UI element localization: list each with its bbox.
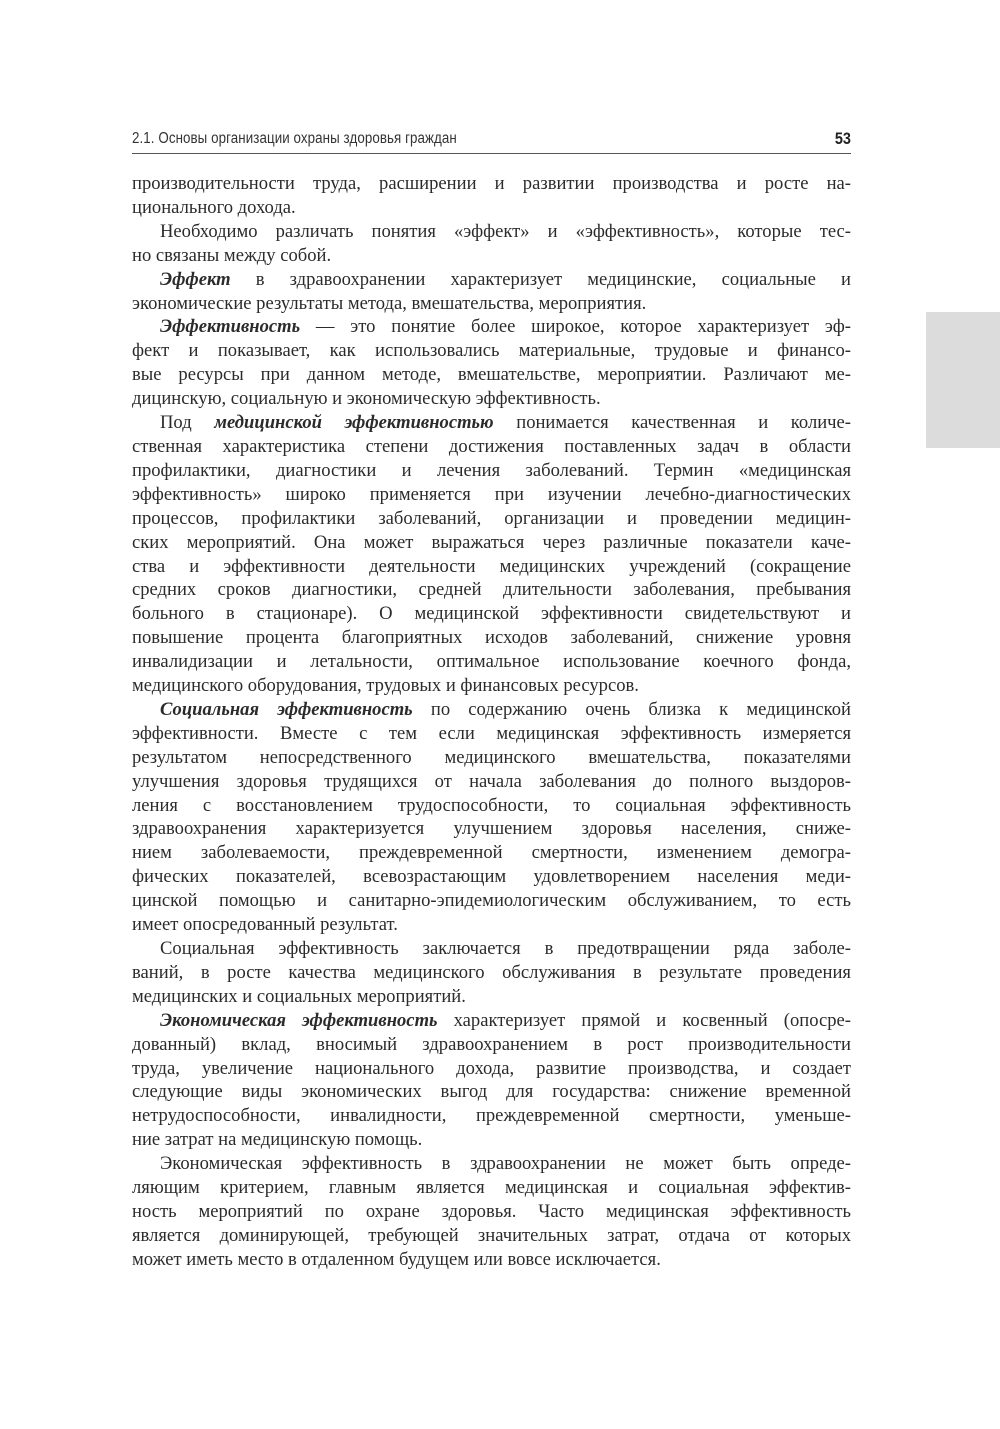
line-text: по содержанию очень близка к медицинской [412, 698, 851, 720]
line-text: ционального дохода. [132, 196, 296, 218]
line-text: является доминирующей, требующей значительных затрат, отдача от которых [132, 1224, 851, 1246]
line-text: профилактики, диагностики и лечения заболеваний. Термин «медицинская [132, 459, 851, 481]
line-text: результатом непосредственного медицинского вмешательства, показателями [132, 746, 851, 768]
line-text: ства и эффективности деятельности медицинских учреждений (сокращение [132, 555, 851, 577]
line-text: фект и показывает, как использовались материальные, трудовые и финансо- [132, 340, 851, 362]
line-text: больного в стационаре). О медицинской эффективности свидетельствуют и [132, 603, 851, 625]
line-text: медицинского оборудования, трудовых и финансовых ресурсов. [132, 675, 639, 697]
line-text: дованный) вклад, вносимый здравоохранением в рост производительности [132, 1033, 851, 1055]
paragraph [132, 1009, 851, 1152]
paragraph [132, 172, 851, 220]
text-line [132, 722, 851, 746]
text-line [132, 555, 851, 579]
line-text: нетрудоспособности, инвалидности, преждевременной смертности, уменьше- [132, 1105, 851, 1127]
line-text: производительности труда, расширении и развитии производства и росте на- [132, 173, 851, 194]
text-line [132, 1224, 851, 1248]
line-text: цинской помощью и санитарно-эпидемиологическим обслуживанием, то есть [132, 890, 851, 912]
line-text: процессов, профилактики заболеваний, организации и проведении медицин- [132, 507, 851, 529]
line-text: ственная характеристика степени достижения поставленных задач в области [132, 435, 851, 457]
text-line [132, 1176, 851, 1200]
line-text: ских мероприятий. Она может выражаться через различные показатели каче- [132, 531, 851, 553]
text-line [132, 674, 851, 698]
defined-term: Экономическая эффективность [160, 1009, 438, 1031]
section-title: 2.1. Основы организации охраны здоровья граждан [132, 130, 457, 147]
body-text [132, 172, 851, 1272]
text-line [132, 1080, 851, 1104]
text-line [132, 698, 851, 722]
text-line [132, 817, 851, 841]
line-text: нием заболеваемости, преждевременной смертности, изменением демогра- [132, 842, 851, 864]
line-text: характеризует прямой и косвенный (опосре- [437, 1009, 851, 1031]
line-text: вые ресурсы при данном методе, вмешательстве, мероприятии. Различают ме- [132, 364, 851, 386]
line-text: Социальная эффективность заключается в предотвращении ряда заболе- [160, 938, 851, 959]
defined-term: медицинской эффективностью [214, 412, 494, 434]
line-text: понимается качественная и количе- [493, 412, 851, 434]
defined-term: Эффективность [160, 316, 301, 338]
line-prefix: Под [160, 412, 215, 434]
line-text: в здравоохранении характеризует медицинские, социальные и [230, 268, 851, 290]
text-line [132, 1248, 851, 1272]
text-line [132, 483, 851, 507]
text-line [132, 459, 851, 483]
line-text: но связаны между собой. [132, 244, 332, 266]
paragraph [132, 937, 851, 1009]
line-text: здравоохранения характеризуется улучшением здоровья населения, сниже- [132, 818, 851, 840]
text-line [132, 937, 851, 961]
line-text: улучшения здоровья трудящихся от начала заболевания до полного выздоров- [132, 770, 851, 792]
text-line [132, 746, 851, 770]
text-line [132, 650, 851, 674]
text-line [132, 865, 851, 889]
text-line [132, 387, 851, 411]
line-text: Необходимо различать понятия «эффект» и «эффективность», которые тес- [160, 220, 851, 242]
text-line [132, 1009, 851, 1033]
line-text: фических показателей, всевозрастающим удовлетворением населения меди- [132, 866, 851, 888]
text-line [132, 196, 851, 220]
line-text: средних сроков диагностики, средней длительности заболевания, пребывания [132, 579, 851, 601]
running-header [132, 129, 851, 154]
line-text: ность мероприятий по охране здоровья. Часто медицинская эффективность [132, 1200, 851, 1222]
text-line [132, 268, 851, 292]
text-line [132, 292, 851, 316]
line-text: ние затрат на медицинскую помощь. [132, 1129, 423, 1151]
line-text: следующие виды экономических выгод для государства: снижение временной [132, 1081, 851, 1103]
text-line [132, 531, 851, 555]
text-line [132, 1104, 851, 1128]
chapter-thumb-tab [926, 312, 1000, 448]
text-line [132, 961, 851, 985]
line-text: труда, увеличение национального дохода, развитие производства, и создает [132, 1057, 851, 1079]
text-line [132, 1128, 851, 1152]
text-line [132, 363, 851, 387]
text-line [132, 507, 851, 531]
text-line [132, 220, 851, 244]
line-text: Экономическая эффективность в здравоохранении не может быть опреде- [160, 1153, 851, 1175]
text-line [132, 770, 851, 794]
text-line [132, 841, 851, 865]
line-text: эффективности. Вместе с тем если медицинская эффективность измеряется [132, 722, 851, 744]
line-text: эффективность» широко применяется при изучении лечебно-диагностических [132, 483, 851, 505]
defined-term: Эффект [160, 268, 231, 290]
text-line [132, 1033, 851, 1057]
paragraph [132, 411, 851, 698]
text-line [132, 889, 851, 913]
text-line [132, 435, 851, 459]
text-line [132, 339, 851, 363]
line-text: медицинских и социальных мероприятий. [132, 985, 466, 1007]
line-text: — это понятие более широкое, которое характеризует эф- [300, 316, 851, 338]
text-line [132, 794, 851, 818]
text-line [132, 985, 851, 1009]
text-line [132, 626, 851, 650]
text-line [132, 1057, 851, 1081]
paragraph [132, 698, 851, 937]
text-line [132, 244, 851, 268]
text-line [132, 1152, 851, 1176]
line-text: ваний, в росте качества медицинского обслуживания в результате проведения [132, 961, 851, 983]
text-line [132, 1200, 851, 1224]
defined-term: Социальная эффективность [160, 698, 413, 720]
text-line [132, 172, 851, 196]
text-line [132, 913, 851, 937]
text-line [132, 602, 851, 626]
line-text: может иметь место в отдаленном будущем или вовсе исключается. [132, 1248, 661, 1270]
line-text: инвалидизации и летальности, оптимальное использование коечного фонда, [132, 651, 851, 673]
text-line [132, 578, 851, 602]
paragraph [132, 220, 851, 268]
line-text: ляющим критерием, главным является медицинская и социальная эффектив- [132, 1177, 851, 1199]
text-line [132, 315, 851, 339]
paragraph [132, 315, 851, 411]
line-text: экономические результаты метода, вмешательства, мероприятия. [132, 292, 647, 314]
line-text: имеет опосредованный результат. [132, 914, 398, 936]
text-line [132, 411, 851, 435]
paragraph [132, 268, 851, 316]
paragraph [132, 1152, 851, 1272]
page-number: 53 [834, 129, 851, 148]
line-text: ления с восстановлением трудоспособности, то социальная эффективность [132, 794, 851, 816]
line-text: повышение процента благоприятных исходов заболеваний, снижение уровня [132, 627, 851, 649]
line-text: дицинскую, социальную и экономическую эффективность. [132, 388, 601, 410]
